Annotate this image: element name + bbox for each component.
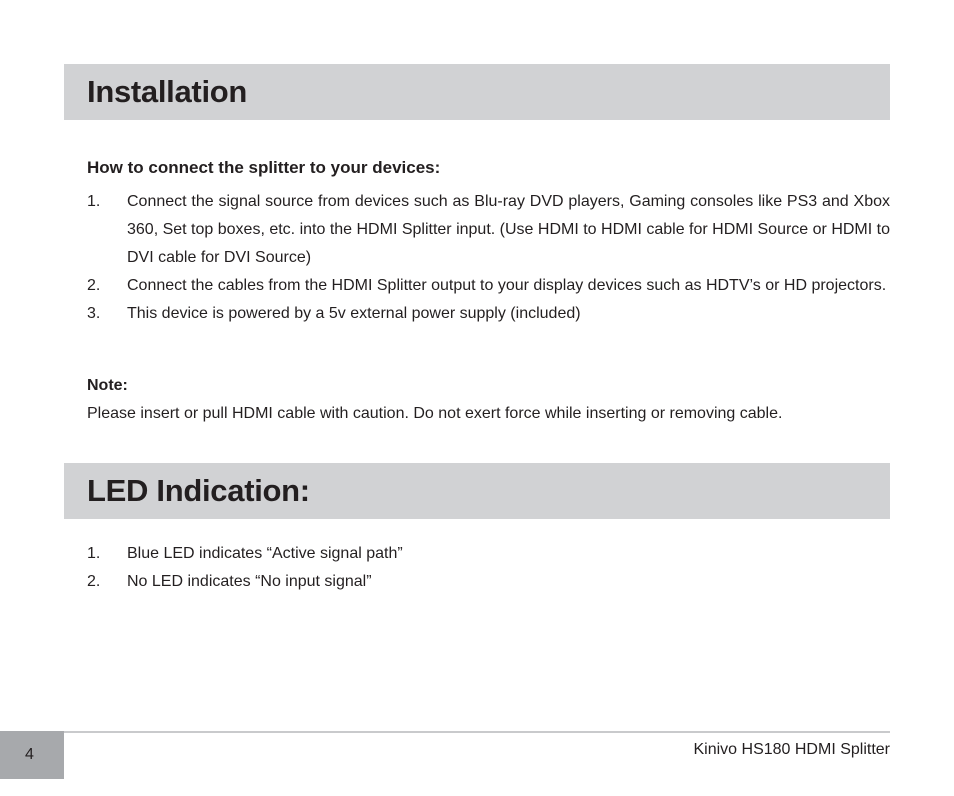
step-number: 1.: [87, 193, 101, 210]
led-step-2: [87, 568, 890, 596]
note-text: Please insert or pull HDMI cable with caution. Do not exert force while inserting or removing cable.: [87, 405, 783, 422]
page-number: 4: [25, 746, 34, 763]
page-number-box: [0, 731, 64, 779]
installation-steps-list: [87, 188, 890, 328]
step-text: This device is powered by a 5v external power supply (included): [127, 305, 581, 322]
connect-subheading: How to connect the splitter to your devices:: [87, 158, 441, 177]
led-title: LED Indication:: [87, 473, 310, 508]
step-text: Connect the cables from the HDMI Splitter output to your display devices such as HDTV’s or HD projectors.: [127, 277, 887, 294]
step-number: 2.: [87, 573, 101, 590]
note-title: Note:: [87, 377, 128, 394]
step-text: No LED indicates “No input signal”: [127, 573, 372, 590]
installation-step-2: [87, 272, 890, 300]
step-number: 2.: [87, 277, 101, 294]
step-number: 1.: [87, 545, 101, 562]
step-text: Blue LED indicates “Active signal path”: [127, 545, 403, 562]
footer-divider: [64, 731, 890, 733]
installation-step-1: [87, 188, 890, 272]
footer-product-title: Kinivo HS180 HDMI Splitter: [693, 741, 890, 758]
led-steps-list: [87, 540, 890, 596]
step-number: 3.: [87, 305, 101, 322]
installation-section-header: [64, 64, 890, 120]
installation-step-3: [87, 300, 890, 328]
installation-title: Installation: [87, 74, 248, 109]
step-text: Connect the signal source from devices such as Blu-ray DVD players, Gaming consoles like PS3 and Xbox 360, Set top boxes, etc. into the HDMI Splitter input. (Use HDMI to HDMI cable for HDMI Source or HDMI to DVI cable for DVI Source): [127, 193, 890, 266]
led-section-header: [64, 463, 890, 519]
led-step-1: [87, 540, 890, 568]
